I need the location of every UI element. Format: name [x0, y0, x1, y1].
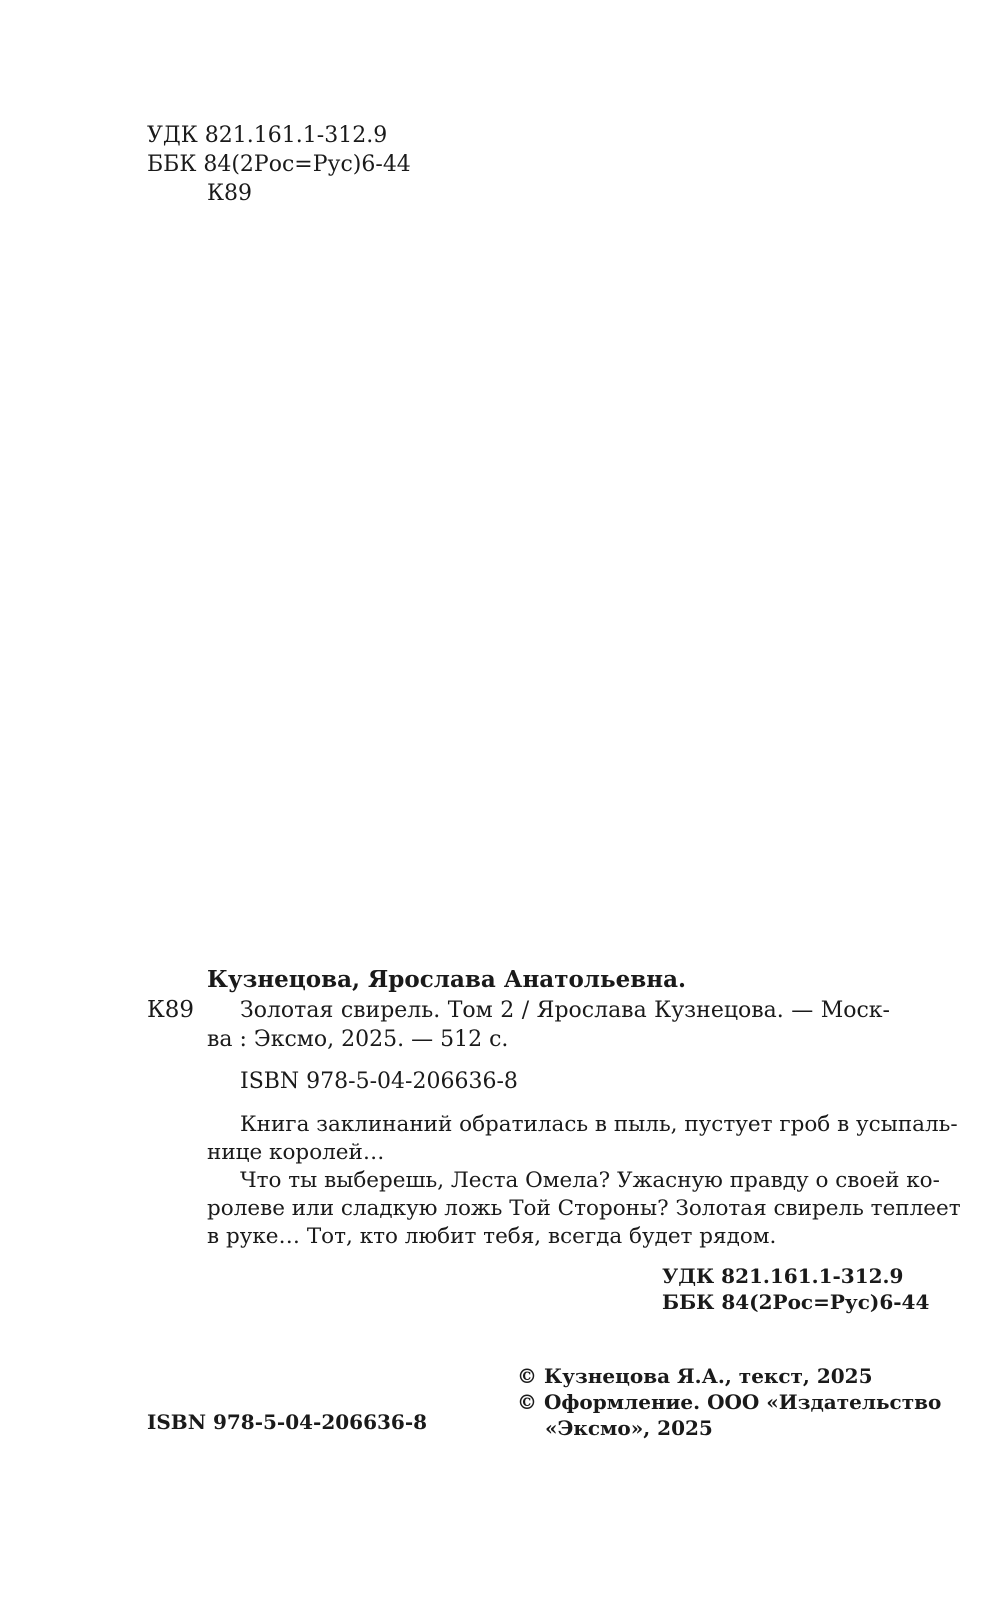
- bbk-bottom: ББК 84(2Рос=Рус)6-44: [662, 1290, 930, 1314]
- udk-top: УДК 821.161.1-312.9: [147, 123, 388, 148]
- bbk-top: ББК 84(2Рос=Рус)6-44: [147, 152, 411, 177]
- entry-title-line1: Золотая свирель. Том 2 / Ярослава Кузнецова. — Моск-: [240, 998, 890, 1023]
- copyright-text: © Кузнецова Я.А., текст, 2025: [517, 1364, 873, 1388]
- author-sign-top: К89: [207, 181, 253, 206]
- annotation-p2-line2: ролеве или сладкую ложь Той Стороны? Золотая свирель теплеет: [207, 1196, 961, 1221]
- annotation-p2-line1: Что ты выберешь, Леста Омела? Ужасную правду о своей ко-: [240, 1168, 940, 1193]
- author-sign-entry: К89: [147, 997, 195, 1023]
- entry-title-line2: ва : Эксмо, 2025. — 512 с.: [207, 1027, 509, 1052]
- isbn-footer: ISBN 978-5-04-206636-8: [147, 1410, 428, 1434]
- entry-isbn: ISBN 978-5-04-206636-8: [240, 1069, 518, 1094]
- copyright-design-line1: © Оформление. ООО «Издательство: [517, 1390, 942, 1414]
- annotation-p1-line1: Книга заклинаний обратилась в пыль, пустует гроб в усыпаль-: [240, 1112, 958, 1137]
- entry-heading: Кузнецова, Ярослава Анатольевна.: [207, 966, 686, 993]
- annotation-p2-line3: в руке… Тот, кто любит тебя, всегда будет рядом.: [207, 1224, 777, 1249]
- copyright-design-line2: «Эксмо», 2025: [545, 1416, 713, 1440]
- annotation-p1-line2: нице королей…: [207, 1140, 385, 1165]
- udk-bottom: УДК 821.161.1-312.9: [662, 1264, 904, 1288]
